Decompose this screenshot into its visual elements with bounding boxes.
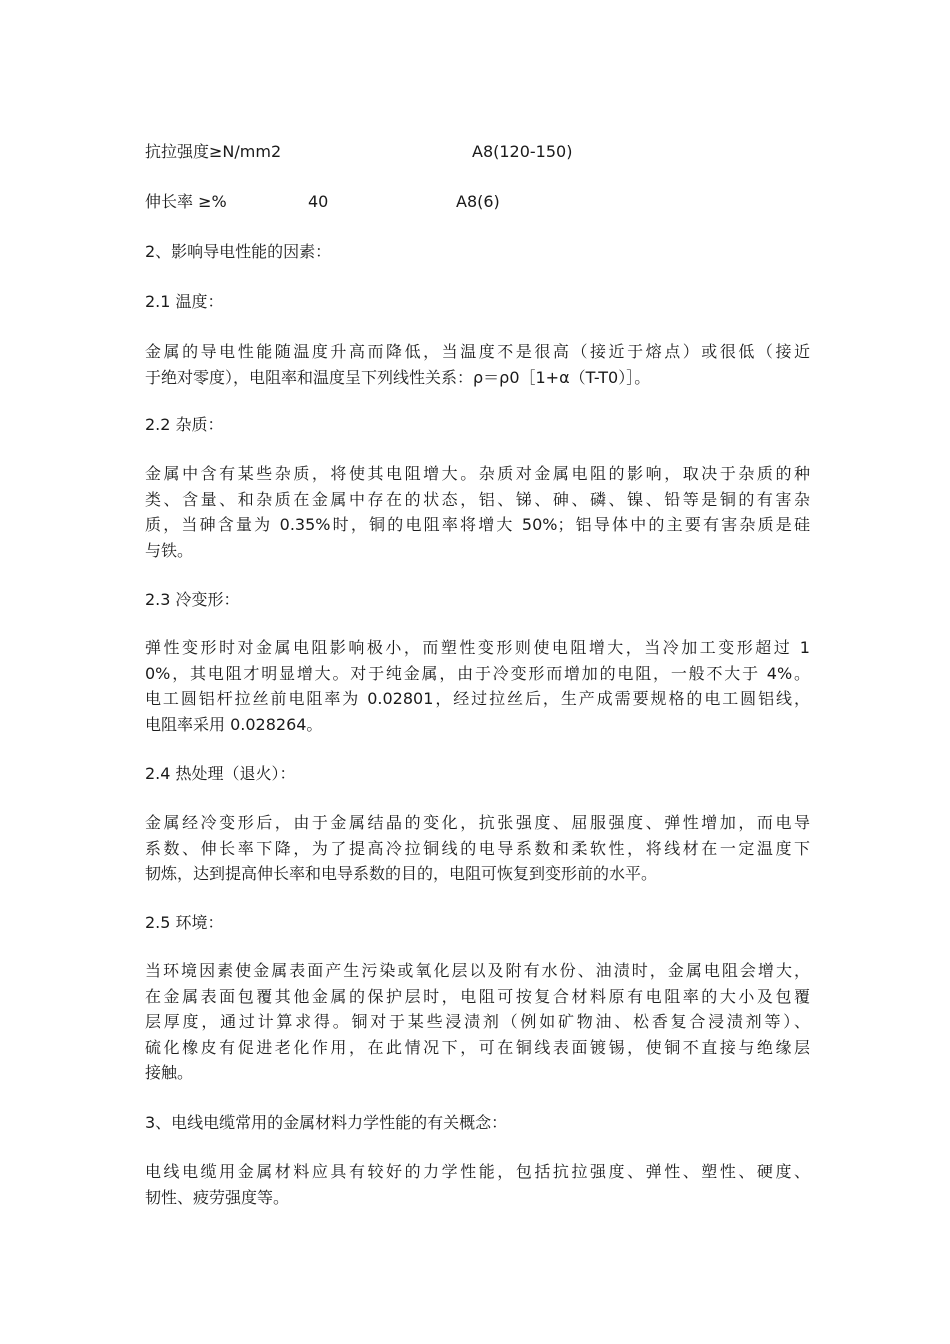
- paragraph-heat-treatment: [145, 810, 810, 887]
- paragraph-line: 电工圆铝杆拉丝前电阻率为 0.02801，经过拉丝后，生产成需要规格的电工圆铝线，: [145, 689, 810, 708]
- paragraph-line: 弹性变形时对金属电阻影响极小，而塑性变形则使电阻增大，当冷加工变形超过 1: [145, 638, 810, 657]
- section-heading-2-4: 2.4 热处理（退火）：: [145, 764, 296, 783]
- paragraph-line: 0%，其电阻才明显增大。对于纯金属，由于冷变形而增加的电阻，一般不大于 4%。: [145, 663, 810, 683]
- section-heading-2-3: 2.3 冷变形：: [145, 590, 240, 609]
- paragraph-line: 与铁。: [145, 540, 194, 560]
- paragraph-temperature: [145, 339, 810, 390]
- paragraph-line: 层厚度，通过计算求得。铜对于某些浸渍剂（例如矿物油、松香复合浸渍剂等）、: [145, 1012, 810, 1031]
- section-heading-2-2: 2.2 杂质：: [145, 415, 224, 434]
- paragraph-line: 质，当砷含量为 0.35%时，铜的电阻率将增大 50%；铝导体中的主要有害杂质是硅: [145, 515, 810, 534]
- paragraph-line: 金属经冷变形后，由于金属结晶的变化，抗张强度、屈服强度、弹性增加，而电导: [145, 813, 810, 832]
- paragraph-environment: [145, 958, 810, 1086]
- paragraph-line: 金属的导电性能随温度升高而降低，当温度不是很高（接近于熔点）或很低（接近: [145, 342, 810, 361]
- section-heading-2: 2、影响导电性能的因素：: [145, 242, 332, 261]
- paragraph-line: 系数、伸长率下降，为了提高冷拉铜线的电导系数和柔软性，将线材在一定温度下: [145, 838, 810, 858]
- paragraph-line: 于绝对零度），电阻率和温度呈下列线性关系：ρ＝ρ0［1+α（T-T0）］。: [145, 367, 651, 387]
- spec-value: 40: [308, 192, 329, 211]
- paragraph-mechanical-properties: [145, 1159, 810, 1210]
- paragraph-line: 当环境因素使金属表面产生污染或氧化层以及附有水份、油渍时，金属电阻会增大，: [145, 961, 810, 980]
- spec-row-elongation: [0, 190, 950, 214]
- section-heading-2-1: 2.1 温度：: [145, 292, 224, 311]
- paragraph-impurities: [145, 461, 810, 563]
- paragraph-line: 金属中含有某些杂质，将使其电阻增大。杂质对金属电阻的影响，取决于杂质的种: [145, 464, 810, 483]
- paragraph-line: 韧炼，达到提高伸长率和电导系数的目的，电阻可恢复到变形前的水平。: [145, 864, 658, 883]
- paragraph-line: 韧性、疲劳强度等。: [145, 1187, 290, 1207]
- paragraph-line: 电阻率采用 0.028264。: [145, 714, 323, 734]
- spec-label: 伸长率 ≥%: [145, 192, 227, 211]
- spec-reference: A8(6): [456, 192, 500, 211]
- paragraph-cold-deformation: [145, 635, 810, 737]
- paragraph-line: 接触。: [145, 1063, 194, 1082]
- section-heading-3: 3、电线电缆常用的金属材料力学性能的有关概念：: [145, 1113, 508, 1132]
- paragraph-line: 类、含量、和杂质在金属中存在的状态，铝、锑、砷、磷、镍、铅等是铜的有害杂: [145, 489, 810, 509]
- spec-reference: A8(120-150): [472, 142, 573, 161]
- paragraph-line: 硫化橡皮有促进老化作用，在此情况下，可在铜线表面镀锡，使铜不直接与绝缘层: [145, 1037, 810, 1057]
- paragraph-line: 在金属表面包覆其他金属的保护层时，电阻可按复合材料原有电阻率的大小及包覆: [145, 986, 810, 1006]
- paragraph-line: 电线电缆用金属材料应具有较好的力学性能，包括抗拉强度、弹性、塑性、硬度、: [145, 1162, 810, 1181]
- spec-label: 抗拉强度≥N/mm2: [145, 142, 282, 161]
- spec-row-tensile: [0, 140, 950, 164]
- section-heading-2-5: 2.5 环境：: [145, 913, 224, 932]
